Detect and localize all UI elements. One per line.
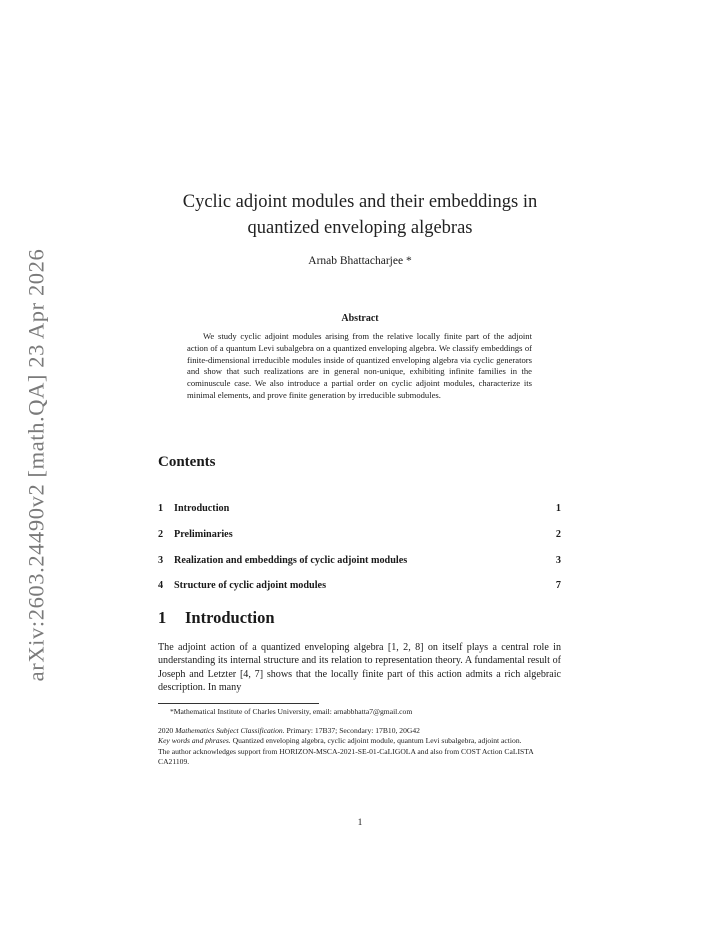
toc-entry-page: 2 [555,529,561,541]
section-heading-introduction [158,608,275,628]
toc-entry-number: 3 [158,554,164,566]
toc-entry-page: 3 [555,554,561,566]
abstract-heading: Abstract [341,313,379,324]
abstract-text: We study cyclic adjoint modules arising from the relative locally finite part of the adjoint action of a quantum Levi subalgebra on a quantized enveloping algebra. We classify embeddings of finite-dimensional irreducible modules inside of quantized enveloping algebra via cyclic generators and show that such realizations are in general non-unique, exhibiting infinite families in the cominuscule case. We also introduce a partial order on cyclic adjoint modules, characterize its minimal elements, and prove finite generation by irreducible submodules. [187,331,532,400]
contents-heading: Contents [158,454,216,470]
title-line-1: Cyclic adjoint modules and their embeddings in [182,192,538,212]
toc-entry[interactable] [158,496,561,522]
toc-entry-number: 2 [158,529,164,541]
toc-entry-number: 4 [158,580,164,592]
toc-entry-title[interactable]: Introduction [174,503,230,515]
toc-entry[interactable] [158,573,561,599]
toc-entry-title[interactable]: Structure of cyclic adjoint modules [174,580,327,592]
section-title: Introduction [185,608,275,627]
arxiv-sidebar-stamp [18,242,54,687]
footnote-msc [158,726,561,736]
msc-year: 2020 [158,726,176,736]
keywords-label: Key words and phrases. [158,736,231,746]
toc-entry[interactable] [158,522,561,548]
author-name: Arnab Bhattacharjee * [308,255,412,267]
footnotes [158,707,561,767]
footnote-keywords [158,736,561,746]
introduction-paragraph: The adjoint action of a quantized enveloping algebra [1, 2, 8] on itself plays a central role in understanding its internal structure and its relation to representation theory. A fundamental result of Joseph and Letzter [4, 7] shows that the locally finite part of this action admits a rich algebraic description. In many [158,642,561,693]
keywords-text: Quantized enveloping algebra, cyclic adjoint module, quantum Levi subalgebra, adjoint action. [230,736,522,746]
toc-entry-page: 7 [555,580,561,592]
toc-entry-title[interactable]: Realization and embeddings of cyclic adjoint modules [174,554,408,566]
toc-entry[interactable] [158,547,561,573]
title-line-2: quantized enveloping algebras [247,218,473,238]
toc-entry-title[interactable]: Preliminaries [174,529,233,541]
page-number: 1 [357,818,363,828]
toc-entry-page: 1 [555,503,561,515]
footnote-affiliation: *Mathematical Institute of Charles University, email: arnabbhatta7@gmail.com [170,707,413,716]
footnote-rule [158,703,319,704]
msc-codes: Primary: 17B37; Secondary: 17B10, 20G42 [284,726,420,736]
footnote-acknowledgement: The author acknowledges support from HORIZON-MSCA-2021-SE-01-CaLIGOLA and also from COST Action CaLISTA CA21109. [158,746,534,766]
section-number: 1 [158,608,167,627]
table-of-contents [158,496,561,599]
msc-label: Mathematics Subject Classification. [175,726,285,736]
paper-title [140,189,580,241]
toc-entry-number: 1 [158,503,164,515]
arxiv-identifier: arXiv:2603.24490v2 [math.QA] 23 Apr 2026 [23,248,49,681]
